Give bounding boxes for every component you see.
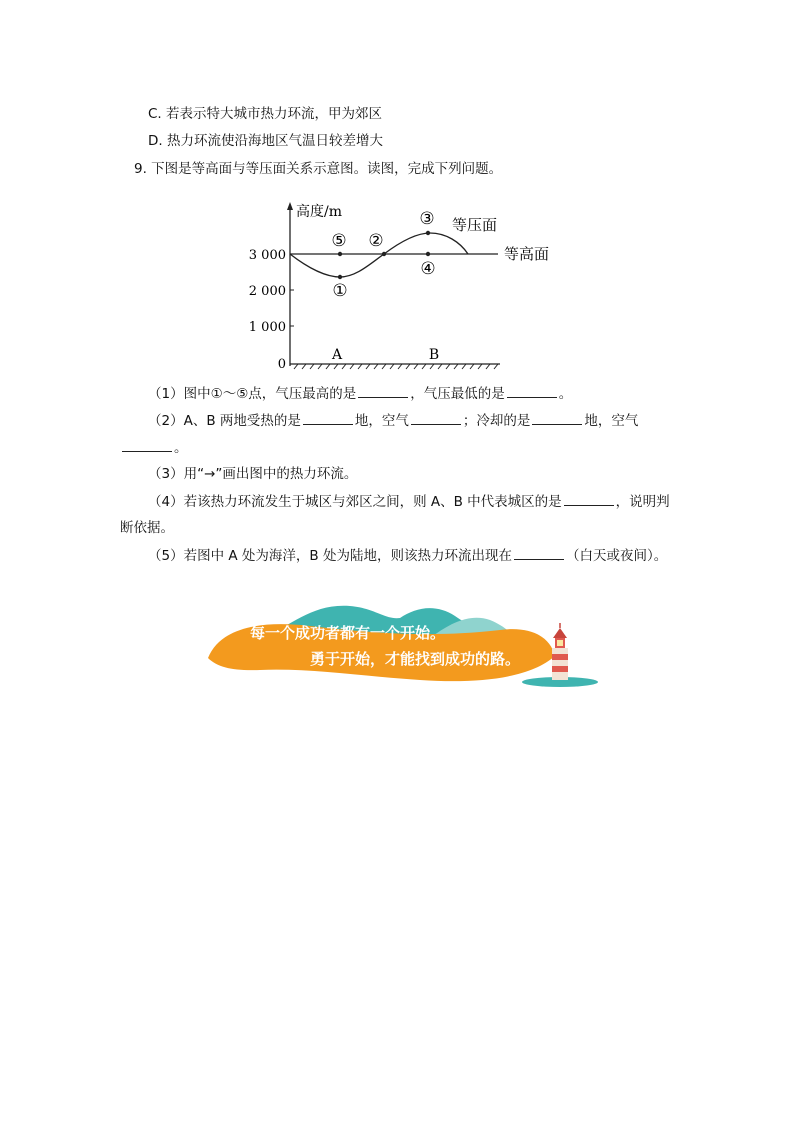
sub-question-2 — [148, 410, 638, 431]
question-9-stem: 9. 下图是等高面与等压面关系示意图。读图，完成下列问题。 — [134, 161, 503, 177]
isobar-surface-label: 等压面 — [452, 216, 498, 234]
sub5-text-a: （5）若图中 A 处为海洋，B 处为陆地，则该热力环流出现在 — [148, 548, 512, 564]
sub-question-4 — [148, 491, 670, 512]
point-5-label: ⑤ — [331, 231, 347, 251]
sub-question-4-cont: 断依据。 — [120, 520, 174, 536]
sub4-text-b: ，说明判 — [615, 494, 670, 510]
sub-question-5 — [148, 545, 667, 566]
banner-line-1: 每一个成功者都有一个开始。 — [250, 624, 446, 642]
tick-3000: 3 000 — [248, 248, 286, 263]
sub1-blank-2[interactable] — [507, 383, 557, 398]
point-4-label: ④ — [420, 259, 436, 279]
sub5-text-b: （白天或夜间）。 — [565, 548, 668, 564]
sub2-text-c: ；冷却的是 — [462, 413, 531, 429]
sub4-text-a: （4）若该热力环流发生于城区与郊区之间，则 A、B 中代表城区的是 — [148, 494, 562, 510]
y-axis-arrow — [287, 202, 293, 210]
ground-hatching — [294, 364, 498, 369]
sub-question-1 — [148, 383, 572, 404]
contour-surface-label: 等高面 — [504, 245, 550, 263]
point-1-dot — [338, 275, 342, 279]
option-d: D. 热力环流使沿海地区气温日较差增大 — [148, 133, 383, 149]
sub1-text-c: 。 — [558, 386, 573, 402]
tick-2000: 2 000 — [248, 284, 286, 299]
sub-question-2-cont — [120, 437, 188, 458]
sub4-blank-1[interactable] — [564, 491, 614, 506]
sub2-text-b: 地，空气 — [354, 413, 409, 429]
sub2-text-a: （2）A、B 两地受热的是 — [148, 413, 301, 429]
point-5-dot — [338, 252, 342, 256]
lighthouse-icon — [552, 623, 568, 680]
tick-0: 0 — [277, 357, 286, 372]
option-c: C. 若表示特大城市热力环流，甲为郊区 — [148, 106, 383, 122]
y-axis-label: 高度/m — [296, 204, 342, 220]
point-2-label: ② — [368, 231, 384, 251]
sub1-text-a: （1）图中①～⑤点，气压最高的是 — [148, 386, 357, 402]
banner-line-2: 勇于开始，才能找到成功的路。 — [310, 650, 521, 668]
sub1-text-b: ，气压最低的是 — [410, 386, 505, 402]
sub5-blank-1[interactable] — [514, 545, 564, 560]
sub2-text-d: 地，空气 — [584, 413, 639, 429]
tick-1000: 1 000 — [248, 320, 286, 335]
sub2-blank-4[interactable] — [122, 437, 172, 452]
point-3-dot — [426, 231, 430, 235]
ground-label-a: A — [331, 347, 343, 363]
sub1-blank-1[interactable] — [358, 383, 408, 398]
sub2-blank-2[interactable] — [411, 410, 461, 425]
sub-question-3: （3）用“→”画出图中的热力环流。 — [148, 466, 358, 482]
point-2-dot — [382, 252, 386, 256]
sub2-blank-3[interactable] — [532, 410, 582, 425]
point-3-label: ③ — [419, 209, 435, 229]
motivational-banner — [200, 598, 600, 690]
point-4-dot — [426, 252, 430, 256]
ground-label-b: B — [428, 347, 440, 363]
point-1-label: ① — [332, 281, 348, 301]
sub2-blank-1[interactable] — [303, 410, 353, 425]
isobar-contour-diagram — [248, 196, 568, 376]
sub2-text-e: 。 — [174, 440, 188, 456]
